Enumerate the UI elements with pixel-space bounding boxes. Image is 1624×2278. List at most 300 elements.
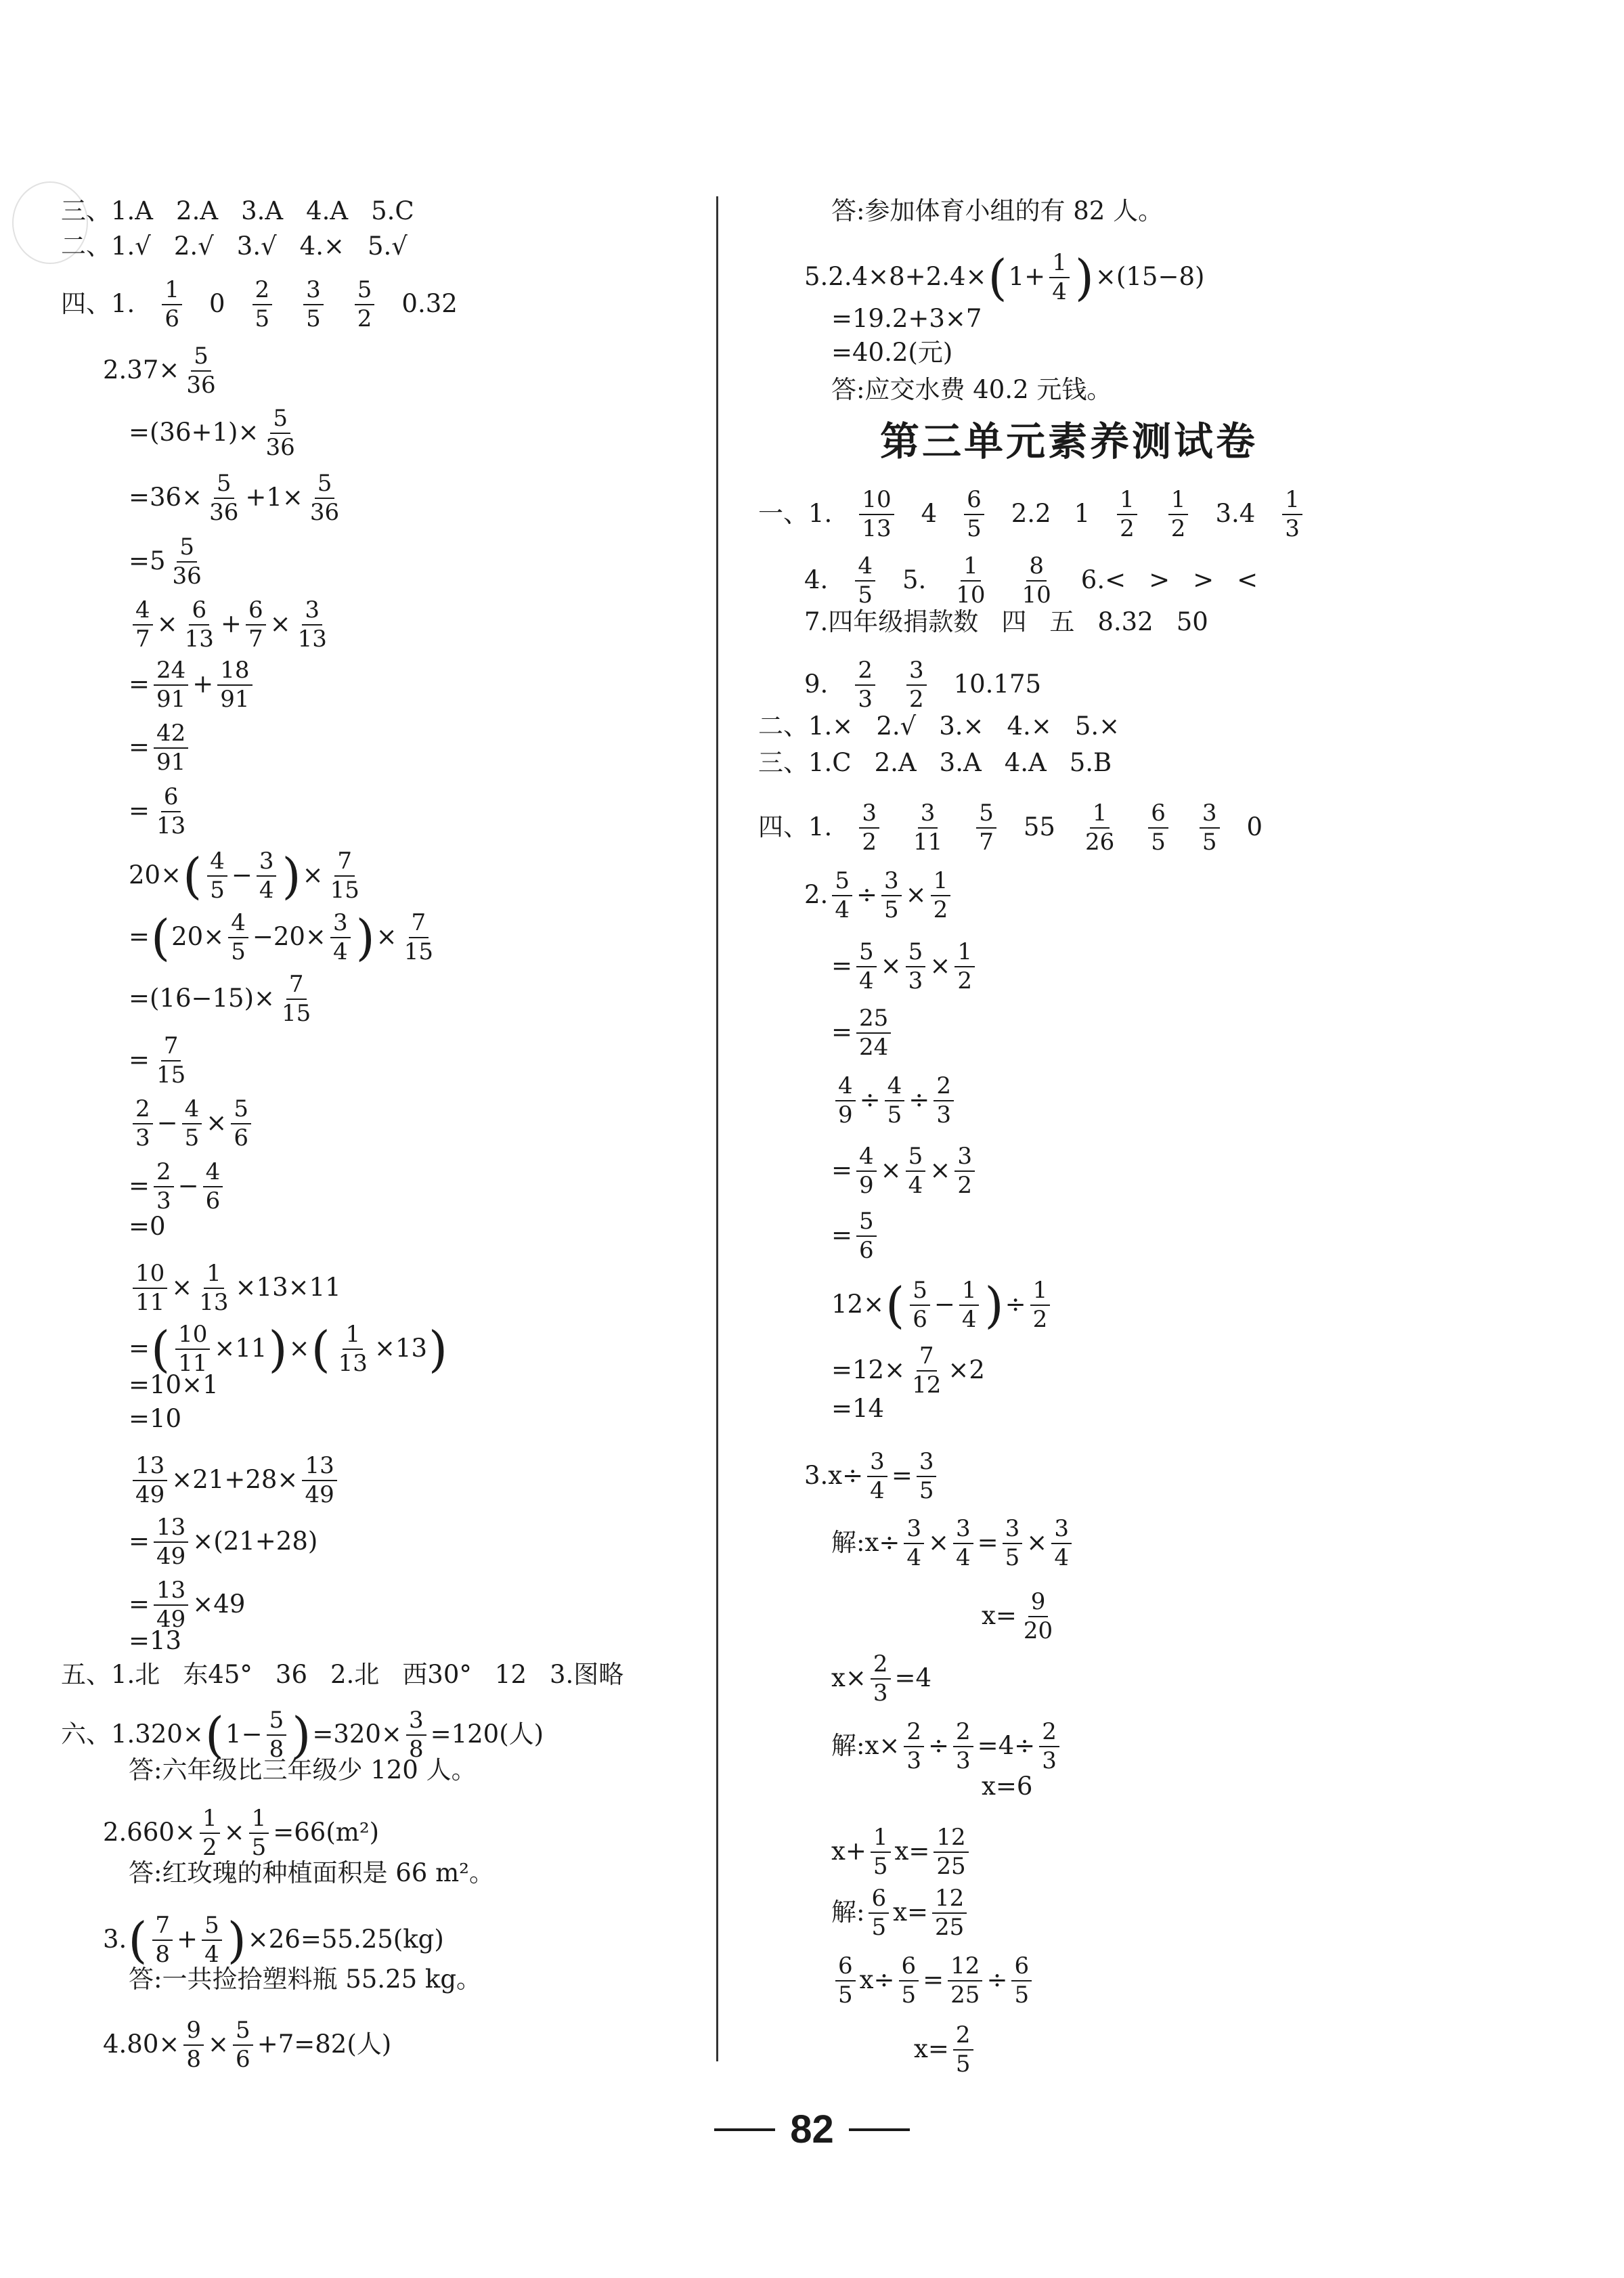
fraction <box>217 658 252 711</box>
answer-line <box>129 908 440 966</box>
fraction <box>917 1449 937 1503</box>
expression-text: = <box>129 1590 150 1619</box>
answer-line <box>61 1661 623 1690</box>
fraction-denominator: 4 <box>961 1305 977 1333</box>
fraction <box>401 911 436 964</box>
answer-item: 西30° <box>402 1660 472 1689</box>
expression-text: ÷ <box>859 1085 881 1115</box>
answer-line <box>129 1371 219 1400</box>
fraction-numerator: 12 <box>948 1954 982 1981</box>
fraction <box>1030 1278 1051 1332</box>
fraction <box>904 1516 924 1570</box>
fraction-denominator: 9 <box>838 1101 853 1129</box>
fraction-denominator: 8 <box>155 1940 171 1968</box>
parenthesis: ) <box>1074 248 1094 306</box>
fraction <box>1148 801 1168 854</box>
fraction <box>871 1825 891 1879</box>
fraction-denominator: 13 <box>338 1349 368 1377</box>
expression-text: × <box>376 922 397 952</box>
answer-line <box>129 1965 481 1994</box>
expression-text: = <box>891 1461 913 1491</box>
fraction-denominator: 6 <box>236 2045 250 2073</box>
fraction-denominator: 5 <box>955 2050 971 2078</box>
expression-text: 解:x÷ <box>831 1528 900 1558</box>
expression-text: × <box>206 1108 227 1138</box>
answer-line <box>758 712 1120 741</box>
fraction <box>959 1278 980 1332</box>
fraction-denominator: 6 <box>913 1305 927 1333</box>
fraction-numerator: 18 <box>217 658 252 686</box>
fraction-numerator: 5 <box>976 801 996 829</box>
expression-text: 四、1. <box>758 812 833 842</box>
fraction-numerator: 4 <box>856 1144 877 1172</box>
fraction-numerator: 5 <box>177 535 197 563</box>
answer-line <box>804 250 1204 304</box>
fraction-denominator: 49 <box>156 1605 186 1633</box>
expression-text: + <box>220 609 242 639</box>
fraction-numerator: 5 <box>906 1144 926 1172</box>
fraction-numerator: 5 <box>233 2018 253 2046</box>
fraction <box>953 554 988 607</box>
fraction-denominator: 36 <box>186 371 216 399</box>
answer-line <box>129 1261 341 1315</box>
expression-text: 5. <box>902 565 927 595</box>
fraction-denominator: 36 <box>209 498 239 526</box>
fraction <box>246 598 266 651</box>
fraction <box>133 1261 167 1315</box>
expression-text: =120(人) <box>430 1720 544 1749</box>
expression-text: × <box>905 880 927 910</box>
fraction <box>152 1913 173 1967</box>
page-number <box>0 2107 1624 2152</box>
answer-line <box>129 1322 449 1376</box>
answer-line <box>831 376 1112 405</box>
fraction <box>1082 801 1117 854</box>
expression-text: ×11 <box>214 1334 267 1363</box>
expression-text: 20× <box>129 860 182 890</box>
answer-line <box>129 721 192 774</box>
expression-text: × <box>223 1818 245 1847</box>
answer-line <box>804 658 1041 711</box>
answer-line <box>129 1578 245 1631</box>
page-number-dash-left <box>714 2128 775 2131</box>
fraction-numerator: 6 <box>189 598 209 626</box>
fraction-numerator: 1 <box>959 1278 980 1306</box>
fraction-numerator: 10 <box>859 487 894 515</box>
answer-item: 50 <box>1176 607 1208 636</box>
line-text: =19.2+3×7 <box>831 304 982 333</box>
answer-item: 4.× <box>1007 711 1052 741</box>
answer-line <box>758 487 1307 541</box>
fraction <box>906 658 927 711</box>
fraction-numerator: 1 <box>1117 487 1137 515</box>
fraction-numerator: 6 <box>869 1886 889 1914</box>
fraction <box>263 406 298 460</box>
fraction <box>856 1144 877 1198</box>
fraction-denominator: 2 <box>862 828 877 856</box>
fraction-denominator: 2 <box>202 1833 217 1861</box>
answer-line <box>831 1720 1063 1773</box>
fraction-denominator: 15 <box>330 876 359 904</box>
expression-text: 12× <box>831 1290 885 1319</box>
fraction-denominator: 2 <box>957 1171 972 1199</box>
expression-text: = <box>129 1334 150 1363</box>
fraction-numerator: 4 <box>203 1160 223 1187</box>
expression-text: 55 <box>1023 812 1055 842</box>
fraction-denominator: 13 <box>184 625 214 653</box>
expression-text: ×(15−8) <box>1095 262 1205 292</box>
answer-line <box>61 197 414 226</box>
fraction-numerator: 5 <box>856 1209 877 1237</box>
fraction-denominator: 36 <box>309 498 340 526</box>
answer-item: 二、1.× <box>758 711 854 741</box>
expression-text: ×(21+28) <box>192 1527 318 1556</box>
fraction <box>154 658 188 711</box>
fraction <box>835 1954 856 2007</box>
fraction-numerator: 1 <box>162 278 182 305</box>
fraction-denominator: 13 <box>297 625 327 653</box>
expression-text: × <box>929 951 951 981</box>
answer-line <box>804 608 1208 637</box>
fraction <box>133 1097 153 1150</box>
fraction-numerator: 5 <box>231 1097 251 1124</box>
fraction-numerator: 7 <box>152 1913 173 1941</box>
fraction-denominator: 5 <box>858 581 873 609</box>
expression-text: −20× <box>252 922 326 952</box>
answer-item: 3.图略 <box>550 1660 624 1689</box>
line-text: 答:红玫瑰的种植面积是 66 m²。 <box>129 1858 494 1887</box>
answer-line <box>804 554 1258 607</box>
fraction <box>133 1453 167 1507</box>
expression-text: ×49 <box>192 1590 246 1619</box>
fraction <box>154 1578 188 1631</box>
expression-text: = <box>129 1527 150 1556</box>
fraction-numerator: 9 <box>1028 1590 1049 1617</box>
fraction-denominator: 5 <box>255 305 270 332</box>
answer-item: 东45° <box>183 1660 253 1689</box>
fraction <box>931 869 951 922</box>
expression-text: x× <box>831 1663 866 1693</box>
fraction <box>859 801 879 854</box>
fraction <box>906 1144 926 1198</box>
fraction-denominator: 25 <box>936 1852 966 1880</box>
fraction-numerator: 13 <box>302 1453 336 1481</box>
expression-text: × <box>302 860 324 890</box>
fraction-numerator: 3 <box>917 1449 937 1477</box>
answer-line <box>129 1405 181 1434</box>
answer-item: 5.× <box>1074 711 1120 741</box>
fraction-denominator: 13 <box>862 514 892 542</box>
fraction <box>154 1160 174 1213</box>
fraction <box>910 801 945 854</box>
parenthesis: ( <box>988 248 1007 306</box>
fraction-denominator: 3 <box>956 1747 971 1774</box>
fraction-denominator: 5 <box>883 896 899 923</box>
fraction <box>1039 1720 1059 1773</box>
parenthesis: ) <box>268 1320 288 1378</box>
fraction-denominator: 5 <box>210 876 225 904</box>
fraction <box>856 940 877 993</box>
fraction-denominator: 5 <box>251 1833 267 1861</box>
fraction <box>233 2018 253 2072</box>
expression-text: =4÷ <box>977 1731 1036 1761</box>
answer-item: 三、1.C <box>758 748 852 777</box>
fraction-numerator: 6 <box>835 1954 856 1981</box>
fraction <box>867 1449 887 1503</box>
fraction <box>899 1954 919 2007</box>
fraction-denominator: 5 <box>887 1101 902 1129</box>
fraction-numerator: 13 <box>154 1515 188 1543</box>
fraction-denominator: 7 <box>248 625 263 653</box>
expression-text: ÷ <box>927 1731 949 1761</box>
fraction-numerator: 3 <box>881 869 902 896</box>
fraction-numerator: 5 <box>191 344 211 372</box>
answer-item: 4.A <box>306 196 349 225</box>
fraction-denominator: 13 <box>199 1288 229 1316</box>
expression-text: x= <box>982 1601 1017 1631</box>
fraction-numerator: 5 <box>315 471 335 499</box>
expression-text: 1− <box>225 1720 263 1749</box>
expression-text: < <box>1237 565 1258 595</box>
fraction-numerator: 1 <box>343 1322 363 1350</box>
expression-text: × <box>929 1156 951 1185</box>
line-text: 答:参加体育小组的有 82 人。 <box>831 196 1164 225</box>
fraction-numerator: 24 <box>154 658 188 686</box>
answer-line <box>129 1034 192 1087</box>
parenthesis: ( <box>183 847 202 904</box>
fraction-numerator: 2 <box>904 1720 924 1747</box>
expression-text: = <box>831 1221 853 1250</box>
fraction-numerator: 4 <box>133 598 153 626</box>
fraction-denominator: 4 <box>859 967 874 994</box>
fraction-numerator: 3 <box>918 801 938 829</box>
parenthesis: ) <box>292 1706 311 1764</box>
fraction-denominator: 2 <box>1170 514 1186 542</box>
fraction-denominator: 5 <box>1151 828 1166 856</box>
fraction-numerator: 5 <box>355 278 375 305</box>
fraction <box>249 1806 269 1860</box>
fraction-denominator: 11 <box>135 1288 165 1316</box>
answer-item: 五 <box>1049 607 1075 636</box>
answer-line <box>982 1590 1059 1643</box>
expression-text: = <box>129 670 150 699</box>
fraction-denominator: 2 <box>908 685 924 713</box>
fraction-numerator: 5 <box>267 1708 287 1736</box>
fraction-numerator: 2 <box>934 1074 954 1101</box>
expression-text: = <box>831 1017 853 1047</box>
answer-item: 三、1.A <box>61 196 154 225</box>
expression-text: = <box>923 1965 944 1995</box>
expression-text: +7=82(人) <box>257 2030 392 2059</box>
fraction-numerator: 4 <box>207 849 227 877</box>
answer-item: 四 <box>1001 607 1027 636</box>
fraction-denominator: 8 <box>269 1735 284 1763</box>
expression-text: × <box>208 2030 229 2059</box>
fraction-denominator: 10 <box>956 581 986 609</box>
fraction-numerator: 42 <box>154 721 188 749</box>
expression-text: x÷ <box>859 1965 895 1995</box>
fraction <box>302 1453 336 1507</box>
answer-line <box>831 1344 985 1397</box>
expression-text: × <box>171 1273 193 1302</box>
fraction <box>206 471 241 525</box>
fraction-numerator: 5 <box>856 940 877 967</box>
fraction-denominator: 10 <box>1022 581 1051 609</box>
answer-line <box>103 2018 391 2072</box>
fraction-denominator: 5 <box>1005 1543 1020 1571</box>
fraction-numerator: 1 <box>954 940 975 967</box>
page-number-value: 82 <box>790 2107 834 2151</box>
fraction <box>303 278 324 331</box>
expression-text: 4.80× <box>103 2030 180 2059</box>
fraction-numerator: 2 <box>953 1720 973 1747</box>
fraction <box>1168 487 1189 541</box>
fraction-numerator: 1 <box>204 1261 224 1289</box>
expression-text: − <box>934 1290 955 1319</box>
fraction-numerator: 4 <box>855 554 875 582</box>
fraction-denominator: 5 <box>838 1981 853 2009</box>
fraction-numerator: 4 <box>835 1074 856 1101</box>
fraction <box>964 487 984 541</box>
fraction <box>1051 1516 1072 1570</box>
fraction-denominator: 6 <box>234 1124 248 1152</box>
fraction-denominator: 91 <box>156 748 186 776</box>
answer-line <box>831 1074 958 1127</box>
expression-text: 20× <box>171 922 225 952</box>
fraction-numerator: 7 <box>286 972 307 1000</box>
fraction-numerator: 5 <box>832 869 852 896</box>
expression-text: 解: <box>831 1898 865 1927</box>
fraction <box>934 1825 968 1879</box>
fraction-numerator: 6 <box>161 785 181 812</box>
fraction-denominator: 3 <box>135 1124 150 1152</box>
answer-line <box>831 1395 884 1424</box>
answer-item: 2.√ <box>876 711 917 741</box>
fraction <box>207 849 227 902</box>
line-text: =14 <box>831 1394 885 1423</box>
expression-text: =4 <box>894 1663 932 1693</box>
fraction-denominator: 13 <box>156 812 186 839</box>
fraction <box>948 1954 982 2007</box>
fraction <box>1003 1516 1023 1570</box>
fraction <box>869 1886 889 1940</box>
fraction-numerator: 1 <box>200 1806 220 1834</box>
fraction-numerator: 2 <box>253 278 273 305</box>
fraction-numerator: 6 <box>964 487 984 515</box>
fraction <box>228 911 248 964</box>
answer-item: 2.A <box>176 196 219 225</box>
fraction <box>906 940 926 993</box>
answer-line <box>129 471 346 525</box>
fraction-denominator: 4 <box>1054 1543 1069 1571</box>
fraction <box>154 1034 188 1087</box>
answer-line <box>103 1806 379 1860</box>
section-title: 第三单元素养测试卷 <box>880 418 1258 464</box>
fraction <box>196 1261 231 1315</box>
fraction-denominator: 36 <box>265 433 295 461</box>
parenthesis: ( <box>151 908 171 966</box>
expression-text: x+ <box>831 1837 866 1866</box>
fraction <box>835 1074 856 1127</box>
fraction-numerator: 3 <box>906 658 927 686</box>
fraction-denominator: 20 <box>1023 1617 1053 1644</box>
expression-text: = <box>129 1045 150 1075</box>
expression-text: 4. <box>804 565 829 595</box>
line-text: 答:六年级比三年级少 120 人。 <box>129 1755 477 1784</box>
expression-text: = <box>129 796 150 826</box>
answer-line <box>129 1515 317 1569</box>
expression-text: 0 <box>1246 812 1263 842</box>
answer-line <box>129 1212 166 1242</box>
answer-item: 二、1.√ <box>61 232 151 261</box>
expression-text: × <box>156 609 178 639</box>
parenthesis: ( <box>151 1320 171 1378</box>
fraction-numerator: 3 <box>1003 1516 1023 1544</box>
answer-line <box>103 1913 444 1967</box>
fraction <box>257 849 277 902</box>
fraction <box>330 911 351 964</box>
fraction <box>953 1720 973 1773</box>
fraction <box>133 598 153 651</box>
fraction <box>231 1097 251 1150</box>
fraction-numerator: 1 <box>249 1806 269 1834</box>
answer-line <box>831 305 982 334</box>
fraction-numerator: 6 <box>246 598 266 626</box>
fraction-numerator: 4 <box>885 1074 905 1101</box>
fraction-denominator: 5 <box>873 1852 888 1880</box>
answer-item: 3.A <box>939 748 982 777</box>
fraction-denominator: 91 <box>220 685 250 713</box>
fraction-numerator: 1 <box>961 554 981 582</box>
answer-item: 36 <box>275 1660 307 1689</box>
fraction-numerator: 5 <box>910 1278 930 1306</box>
expression-text: 2.37× <box>103 355 180 385</box>
fraction <box>328 849 362 902</box>
fraction-denominator: 3 <box>1042 1747 1057 1774</box>
answer-item: 3.× <box>939 711 984 741</box>
answer-item: 5.C <box>371 196 414 225</box>
fraction-numerator: 7 <box>161 1034 181 1061</box>
fraction-numerator: 3 <box>867 1449 887 1477</box>
fraction-numerator: 2 <box>855 658 875 686</box>
fraction-denominator: 7 <box>135 625 150 653</box>
fraction-numerator: 4 <box>228 911 248 938</box>
fraction-denominator: 3 <box>156 1187 171 1214</box>
answer-line <box>758 749 1112 778</box>
fraction-denominator: 12 <box>912 1371 942 1399</box>
fraction-denominator: 91 <box>156 685 186 713</box>
expression-text: > <box>1149 565 1170 595</box>
expression-text: 四、1. <box>61 289 135 319</box>
fraction-numerator: 10 <box>133 1261 167 1289</box>
answer-item: 2.A <box>874 748 917 777</box>
expression-text: ÷ <box>1005 1290 1026 1319</box>
fraction <box>279 972 313 1026</box>
expression-text: 3.4 <box>1215 499 1256 529</box>
expression-text: 1 <box>1074 499 1091 529</box>
fraction <box>182 598 217 651</box>
answer-line <box>804 869 954 922</box>
fraction <box>910 1278 930 1332</box>
fraction-denominator: 36 <box>172 562 202 590</box>
fraction <box>154 785 188 838</box>
parenthesis: ( <box>204 1706 225 1764</box>
fraction-numerator: 12 <box>932 1886 967 1914</box>
expression-text: + <box>192 670 214 699</box>
fraction-denominator: 9 <box>859 1171 874 1199</box>
expression-text: × <box>880 951 902 981</box>
answer-line <box>804 1449 940 1503</box>
